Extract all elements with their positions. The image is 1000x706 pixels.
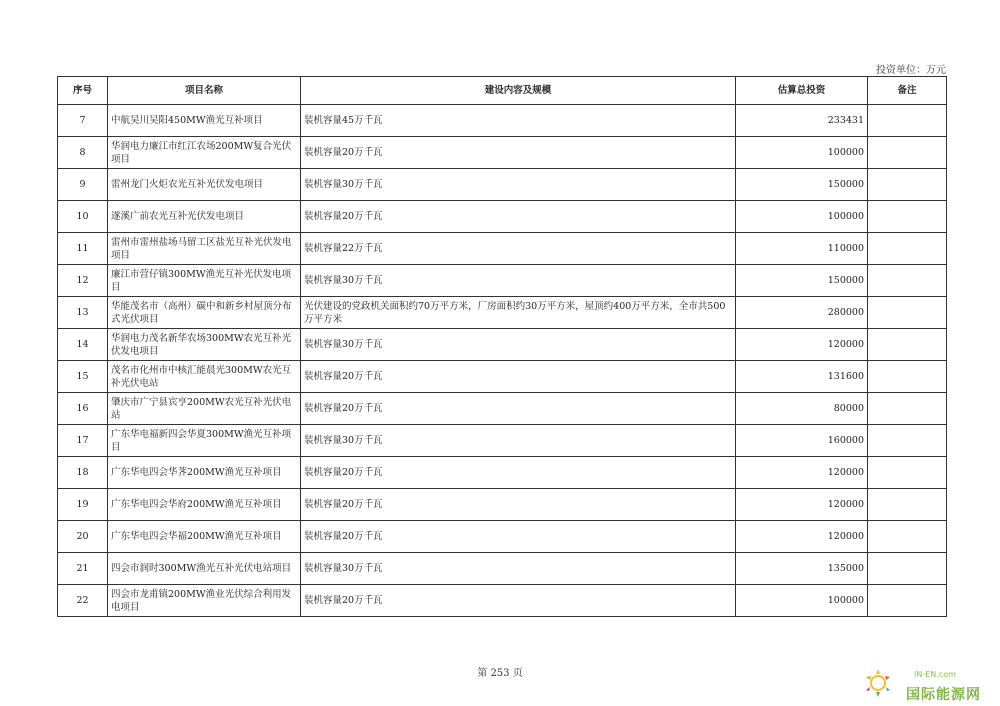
remark-cell [868, 393, 947, 425]
investment-cell: 150000 [736, 169, 868, 201]
project-name-cell: 四会市龙甫镇200MW渔业光伏综合利用发电项目 [108, 585, 301, 617]
construction-content-cell: 装机容量22万千瓦 [301, 233, 736, 265]
project-name-cell: 遂溪广前农光互补光伏发电项目 [108, 201, 301, 233]
construction-content-cell: 装机容量20万千瓦 [301, 201, 736, 233]
remark-cell [868, 425, 947, 457]
remark-cell [868, 329, 947, 361]
remark-cell [868, 457, 947, 489]
project-name-cell: 中航吴川吴阳450MW渔光互补项目 [108, 105, 301, 137]
remark-cell [868, 105, 947, 137]
header-name: 项目名称 [108, 77, 301, 105]
investment-cell: 100000 [736, 201, 868, 233]
investment-cell: 120000 [736, 489, 868, 521]
header-investment: 估算总投资 [736, 77, 868, 105]
table-row [58, 393, 947, 425]
table-row [58, 489, 947, 521]
table-row [58, 233, 947, 265]
table-row [58, 553, 947, 585]
table-row [58, 329, 947, 361]
remark-cell [868, 489, 947, 521]
table-row [58, 265, 947, 297]
construction-content-cell: 装机容量45万千瓦 [301, 105, 736, 137]
row-number-cell: 19 [58, 489, 108, 521]
row-number-cell: 15 [58, 361, 108, 393]
investment-cell: 80000 [736, 393, 868, 425]
table-row [58, 425, 947, 457]
row-number-cell: 13 [58, 297, 108, 329]
watermark-domain: IN-EN.com [914, 670, 956, 679]
construction-content-cell: 装机容量20万千瓦 [301, 361, 736, 393]
construction-content-cell: 装机容量30万千瓦 [301, 169, 736, 201]
row-number-cell: 7 [58, 105, 108, 137]
table-row [58, 521, 947, 553]
construction-content-cell: 装机容量20万千瓦 [301, 521, 736, 553]
construction-content-cell: 装机容量30万千瓦 [301, 329, 736, 361]
table-row [58, 457, 947, 489]
remark-cell [868, 169, 947, 201]
remark-cell [868, 553, 947, 585]
row-number-cell: 12 [58, 265, 108, 297]
construction-content-cell: 装机容量30万千瓦 [301, 425, 736, 457]
table-header-row [58, 77, 947, 105]
row-number-cell: 10 [58, 201, 108, 233]
investment-cell: 160000 [736, 425, 868, 457]
investment-cell: 233431 [736, 105, 868, 137]
investment-cell: 280000 [736, 297, 868, 329]
remark-cell [868, 585, 947, 617]
watermark-name: 国际能源网 [906, 687, 981, 703]
header-content: 建设内容及规模 [301, 77, 736, 105]
construction-content-cell: 装机容量20万千瓦 [301, 393, 736, 425]
row-number-cell: 8 [58, 137, 108, 169]
construction-content-cell: 装机容量30万千瓦 [301, 553, 736, 585]
remark-cell [868, 297, 947, 329]
page-number: 第 253 页 [477, 668, 523, 679]
project-name-cell: 广东华电福新四会华夏300MW渔光互补项目 [108, 425, 301, 457]
table-row [58, 169, 947, 201]
construction-content-cell: 装机容量20万千瓦 [301, 585, 736, 617]
remark-cell [868, 521, 947, 553]
table-row [58, 361, 947, 393]
investment-cell: 120000 [736, 457, 868, 489]
table-row [58, 201, 947, 233]
row-number-cell: 21 [58, 553, 108, 585]
investment-cell: 100000 [736, 137, 868, 169]
project-name-cell: 广东华电四会华福200MW渔光互补项目 [108, 521, 301, 553]
project-name-cell: 广东华电四会华荠200MW渔光互补项目 [108, 457, 301, 489]
table-row [58, 297, 947, 329]
construction-content-cell: 装机容量20万千瓦 [301, 489, 736, 521]
row-number-cell: 14 [58, 329, 108, 361]
construction-content-cell: 装机容量20万千瓦 [301, 137, 736, 169]
row-number-cell: 17 [58, 425, 108, 457]
investment-cell: 150000 [736, 265, 868, 297]
construction-content-cell: 装机容量30万千瓦 [301, 265, 736, 297]
project-name-cell: 肇庆市广宁县宾亨200MW农光互补光伏电站 [108, 393, 301, 425]
investment-cell: 131600 [736, 361, 868, 393]
table-body [58, 105, 947, 617]
project-name-cell: 雷州龙门火炬农光互补光伏发电项目 [108, 169, 301, 201]
row-number-cell: 20 [58, 521, 108, 553]
investment-cell: 135000 [736, 553, 868, 585]
row-number-cell: 18 [58, 457, 108, 489]
table-row [58, 137, 947, 169]
remark-cell [868, 265, 947, 297]
investment-cell: 120000 [736, 329, 868, 361]
project-name-cell: 华润电力茂名新华农场300MW农光互补光伏发电项目 [108, 329, 301, 361]
remark-cell [868, 201, 947, 233]
project-name-cell: 茂名市化州市中核汇能晨光300MW农光互补光伏电站 [108, 361, 301, 393]
remark-cell [868, 233, 947, 265]
construction-content-cell: 装机容量20万千瓦 [301, 457, 736, 489]
investment-cell: 110000 [736, 233, 868, 265]
investment-unit-note: 投资单位：万元 [876, 65, 946, 76]
row-number-cell: 11 [58, 233, 108, 265]
project-name-cell: 华能茂名市（高州）碳中和新乡村屋顶分布式光伏项目 [108, 297, 301, 329]
row-number-cell: 9 [58, 169, 108, 201]
row-number-cell: 16 [58, 393, 108, 425]
project-name-cell: 华润电力廉江市红江农场200MW复合光伏项目 [108, 137, 301, 169]
construction-content-cell: 光伏建设的党政机关面积约70万平方米，厂房面积约30万平方米，屋顶约400万平方米，全市共500万平方米 [301, 297, 736, 329]
project-name-cell: 广东华电四会华府200MW渔光互补项目 [108, 489, 301, 521]
row-number-cell: 22 [58, 585, 108, 617]
investment-cell: 100000 [736, 585, 868, 617]
table-row [58, 105, 947, 137]
header-no: 序号 [58, 77, 108, 105]
project-name-cell: 四会市润时300MW渔光互补光伏电站项目 [108, 553, 301, 585]
investment-cell: 120000 [736, 521, 868, 553]
table-row [58, 585, 947, 617]
project-table [57, 76, 947, 617]
header-remark: 备注 [868, 77, 947, 105]
remark-cell [868, 137, 947, 169]
project-name-cell: 雷州市雷州盐场马留工区盐光互补光伏发电项目 [108, 233, 301, 265]
project-name-cell: 廉江市营仔镇300MW渔光互补光伏发电项目 [108, 265, 301, 297]
remark-cell [868, 361, 947, 393]
